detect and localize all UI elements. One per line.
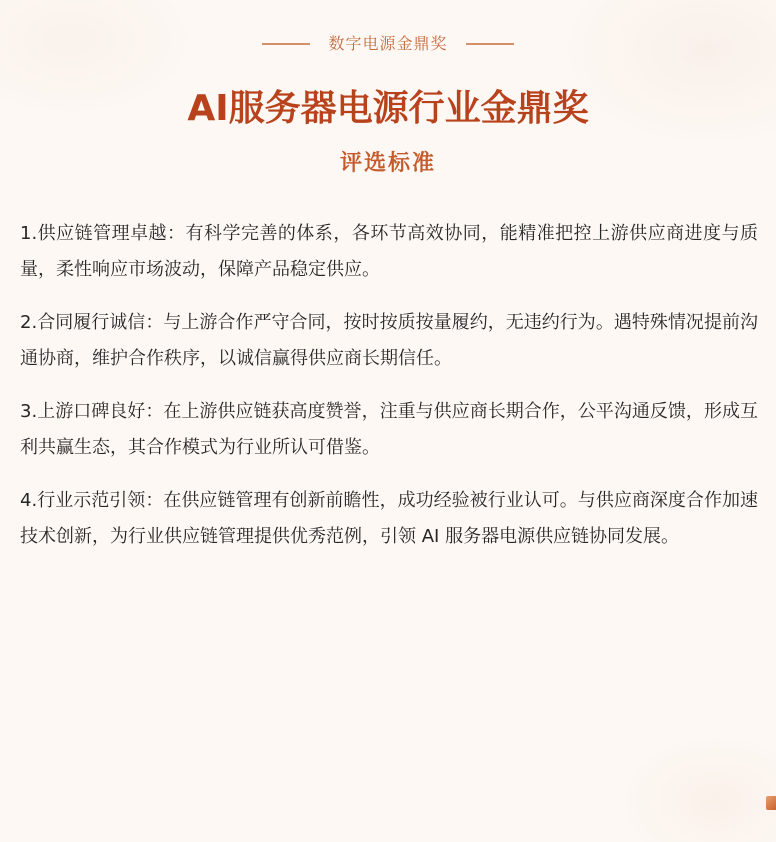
criterion-supply-chain: 1.供应链管理卓越：有科学完善的体系，各环节高效协同，能精准把控上游供应商进度与质量，柔性响应市场波动，保障产品稳定供应。 [20, 223, 758, 280]
criterion-industry-leadership: 4.行业示范引领：在供应链管理有创新前瞻性，成功经验被行业认可。与供应商深度合作加速技术创新，为行业供应链管理提供优秀范例，引领 AI 服务器电源供应链协同发展。 [20, 490, 758, 547]
criteria-list [20, 216, 758, 572]
background-pattern [616, 732, 776, 842]
criterion-contract-integrity: 2.合同履行诚信：与上游合作严守合同，按时按质按量履约，无违约行为。遇特殊情况提前沟通协商，维护合作秩序，以诚信赢得供应商长期信任。 [20, 312, 758, 369]
kicker-divider-right [466, 43, 514, 45]
kicker-divider-left [262, 43, 310, 45]
kicker-text: 数字电源金鼎奖 [328, 34, 448, 53]
page-title: AI服务器电源行业金鼎奖 [187, 88, 589, 129]
kicker-row [0, 33, 776, 55]
page-subtitle: 评选标准 [339, 151, 436, 176]
criterion-upstream-reputation: 3.上游口碑良好：在上游供应链获高度赞誉，注重与供应商长期合作，公平沟通反馈，形成互利共赢生态，其合作模式为行业所认可借鉴。 [20, 401, 758, 458]
corner-accent [766, 796, 776, 810]
